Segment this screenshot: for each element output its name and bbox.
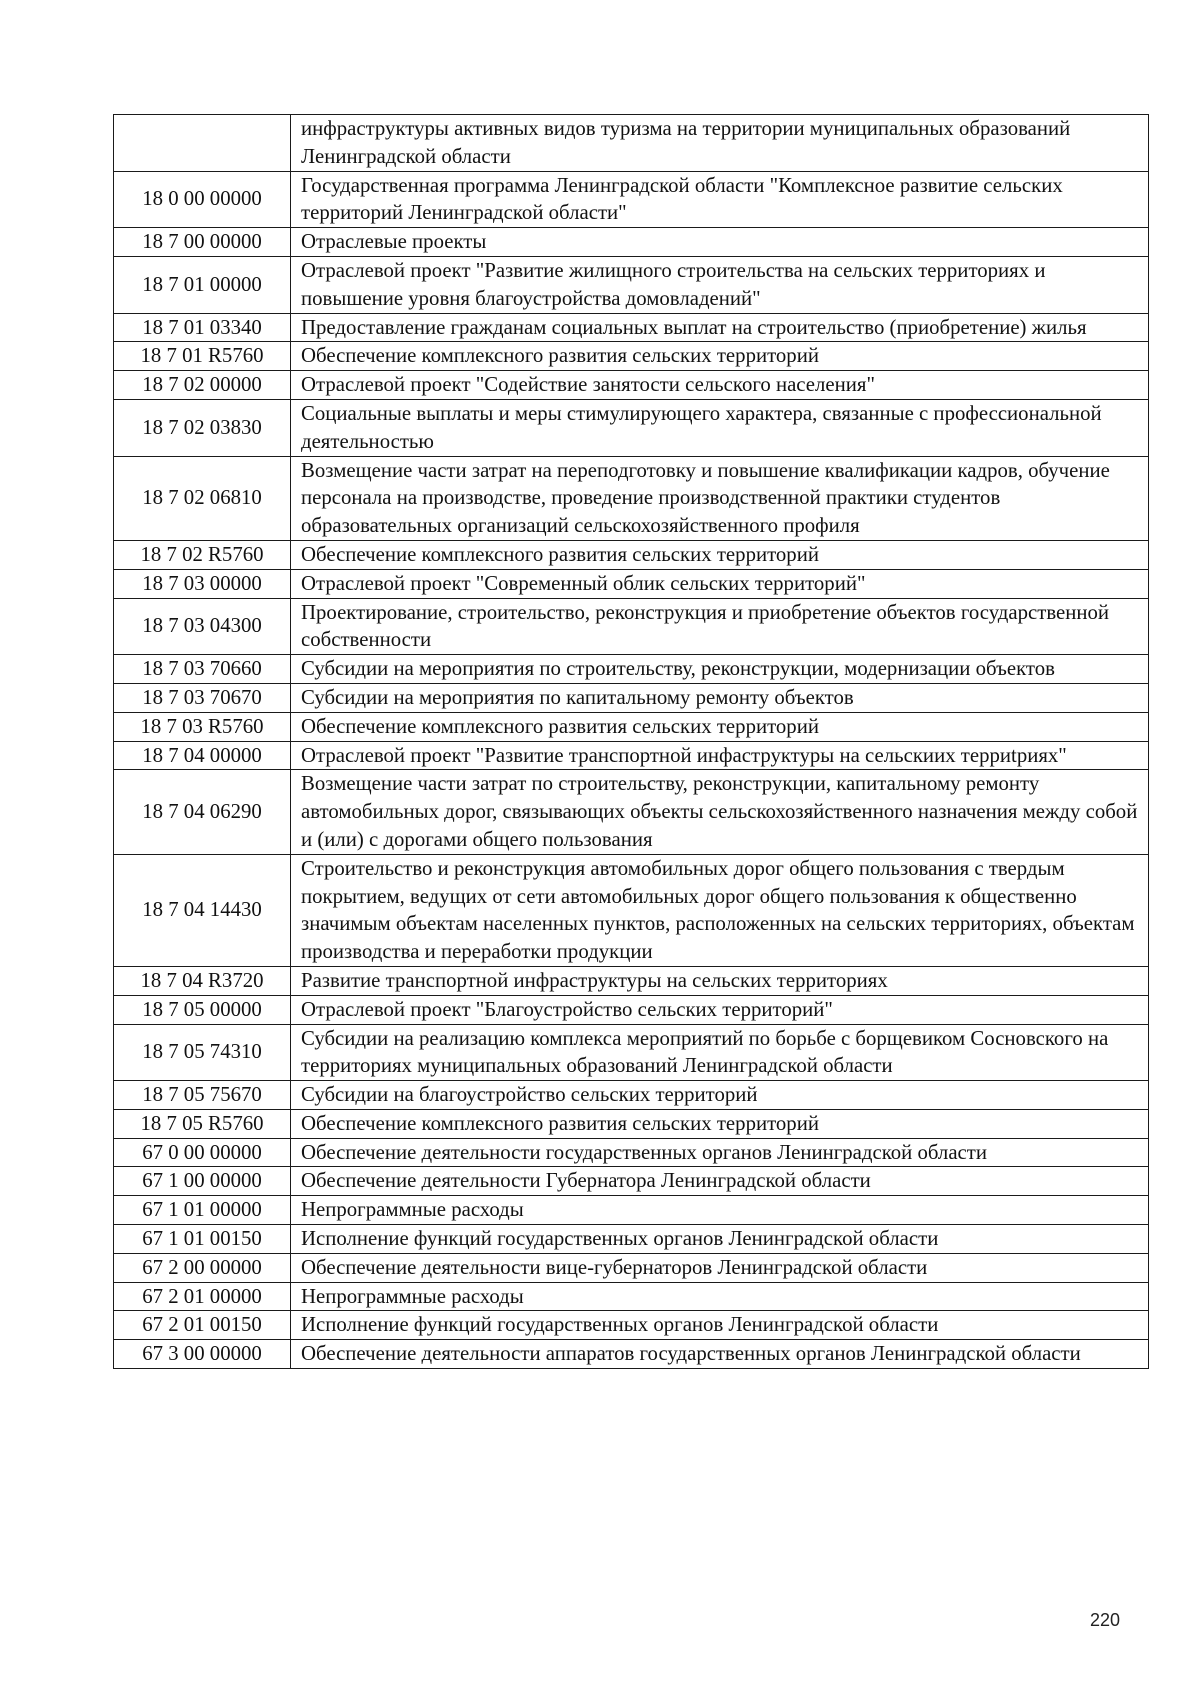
- row-description: Обеспечение комплексного развития сельских территорий: [291, 1109, 1149, 1138]
- row-description: Обеспечение деятельности аппаратов государственных органов Ленинградской области: [291, 1340, 1149, 1369]
- table-row: [114, 1138, 1149, 1167]
- table-row: [114, 966, 1149, 995]
- row-description: Субсидии на реализацию комплекса мероприятий по борьбе с борщевиком Сосновского на территориях муниципальных образований Ленинградской области: [291, 1024, 1149, 1081]
- table-row: [114, 540, 1149, 569]
- row-code: 18 0 00 00000: [114, 171, 291, 228]
- row-code: 18 7 03 70660: [114, 655, 291, 684]
- row-code: 18 7 05 00000: [114, 995, 291, 1024]
- row-code: 18 7 04 14430: [114, 854, 291, 966]
- row-code: 18 7 02 00000: [114, 371, 291, 400]
- table-row: [114, 1282, 1149, 1311]
- row-code: 18 7 03 70670: [114, 683, 291, 712]
- row-description: Возмещение части затрат по строительству, реконструкции, капитальному ремонту автомобильных дорог, связывающих объекты сельскохозяйственного назначения между собой и (или) с дорогами общего пользования: [291, 770, 1149, 854]
- row-description: Предоставление гражданам социальных выплат на строительство (приобретение) жилья: [291, 313, 1149, 342]
- table-row: [114, 995, 1149, 1024]
- row-description: Отраслевые проекты: [291, 228, 1149, 257]
- row-description: Государственная программа Ленинградской области "Комплексное развитие сельских территорий Ленинградской области": [291, 171, 1149, 228]
- table-row: [114, 770, 1149, 854]
- row-code: 18 7 05 75670: [114, 1081, 291, 1110]
- row-description: Обеспечение комплексного развития сельских территорий: [291, 342, 1149, 371]
- row-code: 18 7 01 00000: [114, 256, 291, 313]
- row-code: 67 1 00 00000: [114, 1167, 291, 1196]
- table-row: [114, 854, 1149, 966]
- row-description: Возмещение части затрат на переподготовку и повышение квалификации кадров, обучение персонала на производстве, проведение производственной практики студентов образовательных организаций сельскохозяйственного профиля: [291, 456, 1149, 540]
- row-description: Непрограммные расходы: [291, 1196, 1149, 1225]
- table-row: [114, 1167, 1149, 1196]
- table-row: [114, 1196, 1149, 1225]
- row-code: 18 7 01 03340: [114, 313, 291, 342]
- row-code: 18 7 04 00000: [114, 741, 291, 770]
- table-row: [114, 115, 1149, 172]
- row-code: 18 7 05 74310: [114, 1024, 291, 1081]
- row-description: Субсидии на благоустройство сельских территорий: [291, 1081, 1149, 1110]
- table-row: [114, 256, 1149, 313]
- row-description: Отраслевой проект "Развитие жилищного строительства на сельских территориях и повышение уровня благоустройства домовладений": [291, 256, 1149, 313]
- table-row: [114, 171, 1149, 228]
- row-code: 67 2 01 00000: [114, 1282, 291, 1311]
- table-row: [114, 1081, 1149, 1110]
- table-row: [114, 712, 1149, 741]
- row-code: 18 7 00 00000: [114, 228, 291, 257]
- row-description: Обеспечение комплексного развития сельских территорий: [291, 712, 1149, 741]
- row-description: Отраслевой проект "Содействие занятости сельского населения": [291, 371, 1149, 400]
- row-description: Социальные выплаты и меры стимулирующего характера, связанные с профессиональной деятельностью: [291, 399, 1149, 456]
- row-description: Строительство и реконструкция автомобильных дорог общего пользования с твердым покрытием, ведущих от сети автомобильных дорог общего пользования к общественно значимым объектам населенных пунктов, расположенных на сельских территориях, объектам производства и переработки продукции: [291, 854, 1149, 966]
- row-code: 18 7 02 R5760: [114, 540, 291, 569]
- budget-code-table: [113, 114, 1149, 1369]
- row-description: Обеспечение деятельности вице-губернаторов Ленинградской области: [291, 1253, 1149, 1282]
- table-row: [114, 655, 1149, 684]
- row-description: Обеспечение комплексного развития сельских территорий: [291, 540, 1149, 569]
- row-code: 67 3 00 00000: [114, 1340, 291, 1369]
- table-row: [114, 569, 1149, 598]
- table-row: [114, 342, 1149, 371]
- row-code: 18 7 03 R5760: [114, 712, 291, 741]
- table-row: [114, 1024, 1149, 1081]
- row-description: Отраслевой проект "Развитие транспортной инфаструктуры на сельскиих терриtриях": [291, 741, 1149, 770]
- table-row: [114, 1311, 1149, 1340]
- row-code: 67 1 01 00000: [114, 1196, 291, 1225]
- table-row: [114, 1253, 1149, 1282]
- row-code: 18 7 04 R3720: [114, 966, 291, 995]
- table-row: [114, 371, 1149, 400]
- row-description: Отраслевой проект "Современный облик сельских территорий": [291, 569, 1149, 598]
- table-row: [114, 1225, 1149, 1254]
- table-row: [114, 598, 1149, 655]
- table-row: [114, 313, 1149, 342]
- table-row: [114, 456, 1149, 540]
- row-description: Обеспечение деятельности Губернатора Ленинградской области: [291, 1167, 1149, 1196]
- row-description: Отраслевой проект "Благоустройство сельских территорий": [291, 995, 1149, 1024]
- row-description: инфраструктуры активных видов туризма на территории муниципальных образований Ленинградской области: [291, 115, 1149, 172]
- row-code: 67 1 01 00150: [114, 1225, 291, 1254]
- table-row: [114, 683, 1149, 712]
- row-description: Субсидии на мероприятия по капитальному ремонту объектов: [291, 683, 1149, 712]
- row-code: 18 7 02 06810: [114, 456, 291, 540]
- row-code: [114, 115, 291, 172]
- table-row: [114, 1109, 1149, 1138]
- table-row: [114, 1340, 1149, 1369]
- row-code: 67 2 00 00000: [114, 1253, 291, 1282]
- table-body: [114, 115, 1149, 1369]
- table-row: [114, 741, 1149, 770]
- row-description: Развитие транспортной инфраструктуры на сельских территориях: [291, 966, 1149, 995]
- table-row: [114, 399, 1149, 456]
- page-number: 220: [1090, 1610, 1121, 1630]
- table-row: [114, 228, 1149, 257]
- row-code: 18 7 05 R5760: [114, 1109, 291, 1138]
- row-description: Обеспечение деятельности государственных органов Ленинградской области: [291, 1138, 1149, 1167]
- row-code: 18 7 02 03830: [114, 399, 291, 456]
- row-description: Непрограммные расходы: [291, 1282, 1149, 1311]
- row-code: 67 0 00 00000: [114, 1138, 291, 1167]
- row-code: 18 7 01 R5760: [114, 342, 291, 371]
- row-description: Исполнение функций государственных органов Ленинградской области: [291, 1311, 1149, 1340]
- row-code: 18 7 03 00000: [114, 569, 291, 598]
- row-description: Проектирование, строительство, реконструкция и приобретение объектов государственной собственности: [291, 598, 1149, 655]
- row-description: Субсидии на мероприятия по строительству, реконструкции, модернизации объектов: [291, 655, 1149, 684]
- row-code: 18 7 03 04300: [114, 598, 291, 655]
- row-description: Исполнение функций государственных органов Ленинградской области: [291, 1225, 1149, 1254]
- row-code: 67 2 01 00150: [114, 1311, 291, 1340]
- row-code: 18 7 04 06290: [114, 770, 291, 854]
